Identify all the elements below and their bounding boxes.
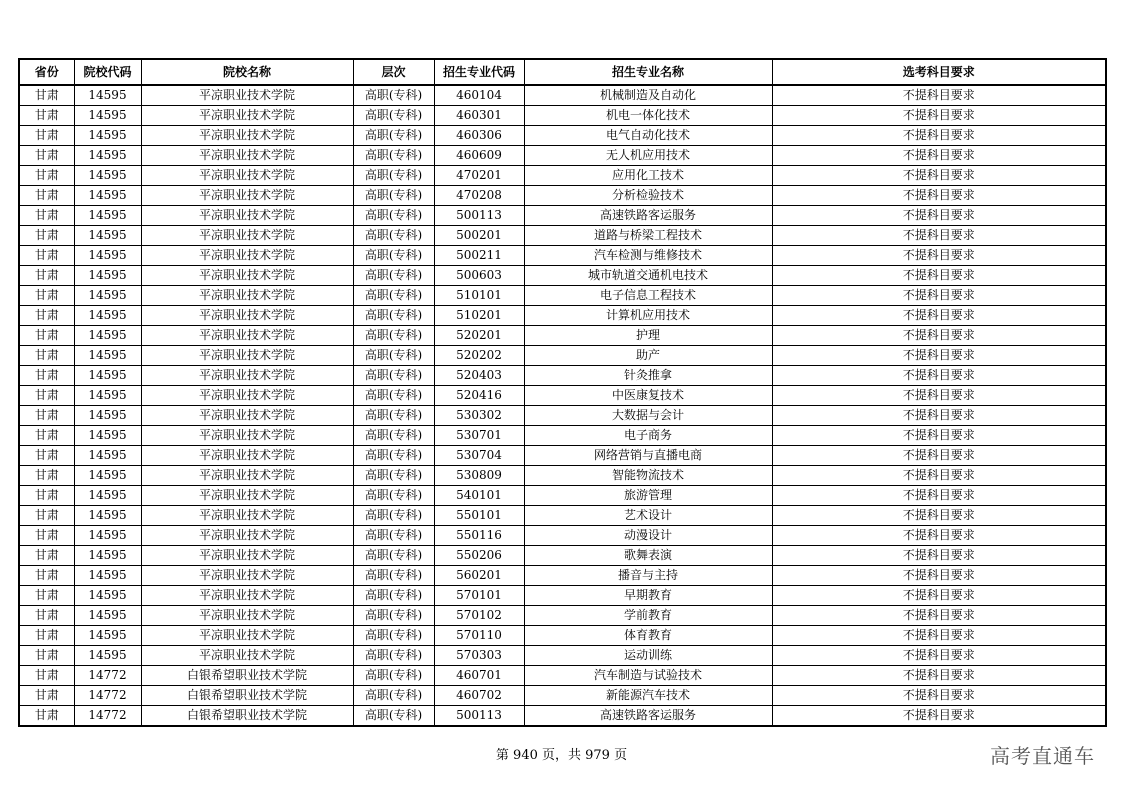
cell-school-name: 平凉职业技术学院 (141, 446, 353, 466)
header-major-code: 招生专业代码 (434, 59, 524, 85)
cell-subject-requirement: 不提科目要求 (772, 426, 1106, 446)
cell-major-code: 470208 (434, 186, 524, 206)
cell-province: 甘肃 (19, 706, 74, 727)
cell-major-name: 旅游管理 (524, 486, 772, 506)
cell-subject-requirement: 不提科目要求 (772, 206, 1106, 226)
cell-school-code: 14595 (74, 546, 141, 566)
cell-major-name: 应用化工技术 (524, 166, 772, 186)
cell-school-name: 平凉职业技术学院 (141, 346, 353, 366)
cell-major-name: 高速铁路客运服务 (524, 706, 772, 727)
cell-level: 高职(专科) (353, 85, 434, 106)
table-row (19, 546, 1106, 566)
cell-major-name: 城市轨道交通机电技术 (524, 266, 772, 286)
cell-school-name: 平凉职业技术学院 (141, 526, 353, 546)
cell-province: 甘肃 (19, 286, 74, 306)
cell-province: 甘肃 (19, 366, 74, 386)
cell-subject-requirement: 不提科目要求 (772, 586, 1106, 606)
table-row (19, 486, 1106, 506)
cell-level: 高职(专科) (353, 126, 434, 146)
cell-school-code: 14595 (74, 406, 141, 426)
cell-school-name: 平凉职业技术学院 (141, 246, 353, 266)
cell-school-code: 14595 (74, 506, 141, 526)
cell-province: 甘肃 (19, 206, 74, 226)
cell-major-code: 460104 (434, 85, 524, 106)
cell-major-code: 530302 (434, 406, 524, 426)
cell-school-code: 14595 (74, 146, 141, 166)
cell-school-code: 14772 (74, 666, 141, 686)
cell-school-name: 平凉职业技术学院 (141, 626, 353, 646)
cell-level: 高职(专科) (353, 146, 434, 166)
header-subject-requirement: 选考科目要求 (772, 59, 1106, 85)
table-row (19, 466, 1106, 486)
cell-level: 高职(专科) (353, 646, 434, 666)
cell-major-name: 电子商务 (524, 426, 772, 446)
cell-school-code: 14595 (74, 446, 141, 466)
cell-school-code: 14595 (74, 326, 141, 346)
cell-school-name: 平凉职业技术学院 (141, 586, 353, 606)
cell-major-name: 运动训练 (524, 646, 772, 666)
cell-major-code: 570110 (434, 626, 524, 646)
table-row (19, 166, 1106, 186)
cell-school-name: 平凉职业技术学院 (141, 426, 353, 446)
cell-major-name: 计算机应用技术 (524, 306, 772, 326)
cell-level: 高职(专科) (353, 566, 434, 586)
cell-level: 高职(专科) (353, 546, 434, 566)
cell-subject-requirement: 不提科目要求 (772, 666, 1106, 686)
cell-major-code: 460306 (434, 126, 524, 146)
cell-major-name: 无人机应用技术 (524, 146, 772, 166)
cell-major-name: 高速铁路客运服务 (524, 206, 772, 226)
cell-school-code: 14595 (74, 246, 141, 266)
cell-major-name: 播音与主持 (524, 566, 772, 586)
cell-school-code: 14595 (74, 306, 141, 326)
cell-subject-requirement: 不提科目要求 (772, 406, 1106, 426)
cell-level: 高职(专科) (353, 466, 434, 486)
cell-school-name: 平凉职业技术学院 (141, 306, 353, 326)
cell-school-name: 平凉职业技术学院 (141, 206, 353, 226)
cell-province: 甘肃 (19, 106, 74, 126)
cell-major-name: 针灸推拿 (524, 366, 772, 386)
cell-school-name: 平凉职业技术学院 (141, 126, 353, 146)
cell-major-name: 汽车检测与维修技术 (524, 246, 772, 266)
cell-subject-requirement: 不提科目要求 (772, 346, 1106, 366)
table-row (19, 386, 1106, 406)
cell-level: 高职(专科) (353, 686, 434, 706)
table-row (19, 586, 1106, 606)
table-row (19, 206, 1106, 226)
cell-school-name: 平凉职业技术学院 (141, 566, 353, 586)
header-major-name: 招生专业名称 (524, 59, 772, 85)
cell-level: 高职(专科) (353, 206, 434, 226)
table-row (19, 526, 1106, 546)
table-row (19, 226, 1106, 246)
cell-major-name: 机械制造及自动化 (524, 85, 772, 106)
header-province: 省份 (19, 59, 74, 85)
cell-subject-requirement: 不提科目要求 (772, 266, 1106, 286)
cell-school-code: 14595 (74, 226, 141, 246)
cell-school-code: 14595 (74, 366, 141, 386)
cell-level: 高职(专科) (353, 586, 434, 606)
cell-major-code: 530704 (434, 446, 524, 466)
cell-subject-requirement: 不提科目要求 (772, 626, 1106, 646)
table-row (19, 85, 1106, 106)
cell-province: 甘肃 (19, 546, 74, 566)
cell-province: 甘肃 (19, 146, 74, 166)
cell-school-name: 平凉职业技术学院 (141, 546, 353, 566)
cell-school-code: 14595 (74, 606, 141, 626)
table-header-row (19, 59, 1106, 85)
cell-level: 高职(专科) (353, 526, 434, 546)
cell-province: 甘肃 (19, 246, 74, 266)
cell-subject-requirement: 不提科目要求 (772, 106, 1106, 126)
cell-subject-requirement: 不提科目要求 (772, 526, 1106, 546)
cell-province: 甘肃 (19, 166, 74, 186)
cell-major-code: 510101 (434, 286, 524, 306)
table-row (19, 446, 1106, 466)
table-row (19, 606, 1106, 626)
cell-province: 甘肃 (19, 346, 74, 366)
table-row (19, 266, 1106, 286)
watermark-logo: 高考直通车 (990, 744, 1095, 768)
cell-province: 甘肃 (19, 486, 74, 506)
cell-level: 高职(专科) (353, 706, 434, 727)
cell-school-code: 14595 (74, 386, 141, 406)
cell-major-code: 470201 (434, 166, 524, 186)
cell-province: 甘肃 (19, 306, 74, 326)
cell-school-name: 平凉职业技术学院 (141, 85, 353, 106)
cell-major-code: 570102 (434, 606, 524, 626)
cell-subject-requirement: 不提科目要求 (772, 566, 1106, 586)
cell-province: 甘肃 (19, 266, 74, 286)
header-school-name: 院校名称 (141, 59, 353, 85)
cell-subject-requirement: 不提科目要求 (772, 226, 1106, 246)
cell-school-name: 平凉职业技术学院 (141, 106, 353, 126)
cell-province: 甘肃 (19, 526, 74, 546)
cell-level: 高职(专科) (353, 326, 434, 346)
table-row (19, 246, 1106, 266)
cell-subject-requirement: 不提科目要求 (772, 446, 1106, 466)
cell-school-name: 平凉职业技术学院 (141, 326, 353, 346)
cell-school-name: 平凉职业技术学院 (141, 186, 353, 206)
cell-school-name: 平凉职业技术学院 (141, 466, 353, 486)
cell-major-name: 护理 (524, 326, 772, 346)
cell-subject-requirement: 不提科目要求 (772, 366, 1106, 386)
cell-school-name: 白银希望职业技术学院 (141, 686, 353, 706)
cell-major-code: 460702 (434, 686, 524, 706)
table-row (19, 306, 1106, 326)
cell-major-code: 540101 (434, 486, 524, 506)
cell-subject-requirement: 不提科目要求 (772, 546, 1106, 566)
cell-school-code: 14595 (74, 526, 141, 546)
table-row (19, 366, 1106, 386)
table-row (19, 106, 1106, 126)
cell-major-name: 新能源汽车技术 (524, 686, 772, 706)
cell-major-code: 550101 (434, 506, 524, 526)
cell-major-code: 500603 (434, 266, 524, 286)
cell-subject-requirement: 不提科目要求 (772, 506, 1106, 526)
cell-subject-requirement: 不提科目要求 (772, 85, 1106, 106)
cell-subject-requirement: 不提科目要求 (772, 146, 1106, 166)
cell-level: 高职(专科) (353, 426, 434, 446)
table-row (19, 566, 1106, 586)
header-school-code: 院校代码 (74, 59, 141, 85)
cell-level: 高职(专科) (353, 106, 434, 126)
cell-province: 甘肃 (19, 386, 74, 406)
table-row (19, 126, 1106, 146)
cell-province: 甘肃 (19, 406, 74, 426)
table-row (19, 286, 1106, 306)
cell-major-name: 大数据与会计 (524, 406, 772, 426)
cell-major-name: 动漫设计 (524, 526, 772, 546)
cell-school-code: 14595 (74, 346, 141, 366)
cell-school-name: 平凉职业技术学院 (141, 406, 353, 426)
cell-subject-requirement: 不提科目要求 (772, 166, 1106, 186)
cell-province: 甘肃 (19, 566, 74, 586)
cell-province: 甘肃 (19, 666, 74, 686)
cell-subject-requirement: 不提科目要求 (772, 466, 1106, 486)
cell-school-name: 平凉职业技术学院 (141, 166, 353, 186)
cell-level: 高职(专科) (353, 186, 434, 206)
cell-subject-requirement: 不提科目要求 (772, 286, 1106, 306)
cell-level: 高职(专科) (353, 366, 434, 386)
table-row (19, 706, 1106, 727)
cell-province: 甘肃 (19, 506, 74, 526)
cell-major-name: 电子信息工程技术 (524, 286, 772, 306)
cell-province: 甘肃 (19, 626, 74, 646)
cell-school-name: 平凉职业技术学院 (141, 286, 353, 306)
cell-province: 甘肃 (19, 426, 74, 446)
cell-major-code: 550206 (434, 546, 524, 566)
cell-school-code: 14595 (74, 206, 141, 226)
cell-subject-requirement: 不提科目要求 (772, 246, 1106, 266)
cell-school-name: 平凉职业技术学院 (141, 366, 353, 386)
cell-level: 高职(专科) (353, 246, 434, 266)
cell-school-code: 14595 (74, 626, 141, 646)
cell-major-name: 网络营销与直播电商 (524, 446, 772, 466)
cell-province: 甘肃 (19, 686, 74, 706)
cell-province: 甘肃 (19, 446, 74, 466)
cell-school-name: 平凉职业技术学院 (141, 646, 353, 666)
cell-province: 甘肃 (19, 646, 74, 666)
cell-major-name: 汽车制造与试验技术 (524, 666, 772, 686)
cell-major-code: 500211 (434, 246, 524, 266)
cell-major-code: 570303 (434, 646, 524, 666)
table-row (19, 406, 1106, 426)
cell-school-name: 平凉职业技术学院 (141, 606, 353, 626)
cell-school-code: 14772 (74, 686, 141, 706)
table-row (19, 426, 1106, 446)
cell-level: 高职(专科) (353, 666, 434, 686)
cell-major-code: 530701 (434, 426, 524, 446)
cell-major-name: 机电一体化技术 (524, 106, 772, 126)
cell-school-name: 平凉职业技术学院 (141, 146, 353, 166)
cell-major-name: 助产 (524, 346, 772, 366)
cell-school-name: 平凉职业技术学院 (141, 486, 353, 506)
cell-subject-requirement: 不提科目要求 (772, 706, 1106, 727)
cell-school-code: 14595 (74, 566, 141, 586)
table-row (19, 646, 1106, 666)
cell-major-code: 500113 (434, 206, 524, 226)
cell-subject-requirement: 不提科目要求 (772, 326, 1106, 346)
cell-school-code: 14595 (74, 286, 141, 306)
cell-school-code: 14595 (74, 186, 141, 206)
cell-major-code: 500201 (434, 226, 524, 246)
cell-subject-requirement: 不提科目要求 (772, 186, 1106, 206)
cell-school-code: 14772 (74, 706, 141, 727)
cell-level: 高职(专科) (353, 286, 434, 306)
cell-level: 高职(专科) (353, 386, 434, 406)
cell-major-name: 智能物流技术 (524, 466, 772, 486)
cell-school-code: 14595 (74, 486, 141, 506)
admission-table (18, 58, 1107, 727)
cell-major-name: 中医康复技术 (524, 386, 772, 406)
cell-province: 甘肃 (19, 126, 74, 146)
cell-school-code: 14595 (74, 646, 141, 666)
cell-level: 高职(专科) (353, 506, 434, 526)
cell-major-code: 520202 (434, 346, 524, 366)
cell-province: 甘肃 (19, 186, 74, 206)
cell-school-code: 14595 (74, 126, 141, 146)
table-row (19, 146, 1106, 166)
cell-province: 甘肃 (19, 226, 74, 246)
cell-level: 高职(专科) (353, 406, 434, 426)
cell-school-name: 平凉职业技术学院 (141, 386, 353, 406)
cell-major-name: 早期教育 (524, 586, 772, 606)
cell-major-name: 体育教育 (524, 626, 772, 646)
cell-school-code: 14595 (74, 466, 141, 486)
table-row (19, 686, 1106, 706)
cell-school-code: 14595 (74, 106, 141, 126)
cell-subject-requirement: 不提科目要求 (772, 306, 1106, 326)
cell-subject-requirement: 不提科目要求 (772, 486, 1106, 506)
cell-major-name: 歌舞表演 (524, 546, 772, 566)
cell-major-name: 艺术设计 (524, 506, 772, 526)
cell-school-code: 14595 (74, 166, 141, 186)
cell-subject-requirement: 不提科目要求 (772, 606, 1106, 626)
cell-major-code: 520403 (434, 366, 524, 386)
cell-school-name: 平凉职业技术学院 (141, 506, 353, 526)
cell-subject-requirement: 不提科目要求 (772, 686, 1106, 706)
cell-major-code: 560201 (434, 566, 524, 586)
table-body (19, 85, 1106, 726)
cell-subject-requirement: 不提科目要求 (772, 646, 1106, 666)
cell-school-name: 平凉职业技术学院 (141, 266, 353, 286)
cell-province: 甘肃 (19, 85, 74, 106)
cell-major-code: 570101 (434, 586, 524, 606)
cell-province: 甘肃 (19, 586, 74, 606)
cell-major-name: 道路与桥梁工程技术 (524, 226, 772, 246)
cell-level: 高职(专科) (353, 486, 434, 506)
cell-major-name: 学前教育 (524, 606, 772, 626)
cell-school-code: 14595 (74, 586, 141, 606)
table-row (19, 346, 1106, 366)
cell-school-code: 14595 (74, 426, 141, 446)
cell-level: 高职(专科) (353, 266, 434, 286)
cell-level: 高职(专科) (353, 606, 434, 626)
cell-major-code: 520416 (434, 386, 524, 406)
cell-school-name: 白银希望职业技术学院 (141, 706, 353, 727)
cell-school-code: 14595 (74, 266, 141, 286)
table-row (19, 666, 1106, 686)
table-row (19, 506, 1106, 526)
cell-province: 甘肃 (19, 606, 74, 626)
table-row (19, 626, 1106, 646)
cell-major-name: 分析检验技术 (524, 186, 772, 206)
cell-major-code: 520201 (434, 326, 524, 346)
cell-province: 甘肃 (19, 466, 74, 486)
cell-level: 高职(专科) (353, 226, 434, 246)
cell-major-code: 460609 (434, 146, 524, 166)
cell-level: 高职(专科) (353, 166, 434, 186)
cell-major-code: 460701 (434, 666, 524, 686)
cell-level: 高职(专科) (353, 446, 434, 466)
page-number: 第 940 页，共 979 页 (495, 748, 628, 763)
cell-subject-requirement: 不提科目要求 (772, 126, 1106, 146)
cell-major-code: 500113 (434, 706, 524, 727)
table-row (19, 186, 1106, 206)
cell-level: 高职(专科) (353, 306, 434, 326)
cell-major-code: 510201 (434, 306, 524, 326)
cell-school-name: 白银希望职业技术学院 (141, 666, 353, 686)
cell-major-code: 460301 (434, 106, 524, 126)
cell-level: 高职(专科) (353, 346, 434, 366)
cell-school-name: 平凉职业技术学院 (141, 226, 353, 246)
cell-major-name: 电气自动化技术 (524, 126, 772, 146)
cell-school-code: 14595 (74, 85, 141, 106)
cell-province: 甘肃 (19, 326, 74, 346)
table-row (19, 326, 1106, 346)
cell-major-code: 530809 (434, 466, 524, 486)
cell-level: 高职(专科) (353, 626, 434, 646)
cell-major-code: 550116 (434, 526, 524, 546)
header-level: 层次 (353, 59, 434, 85)
cell-subject-requirement: 不提科目要求 (772, 386, 1106, 406)
